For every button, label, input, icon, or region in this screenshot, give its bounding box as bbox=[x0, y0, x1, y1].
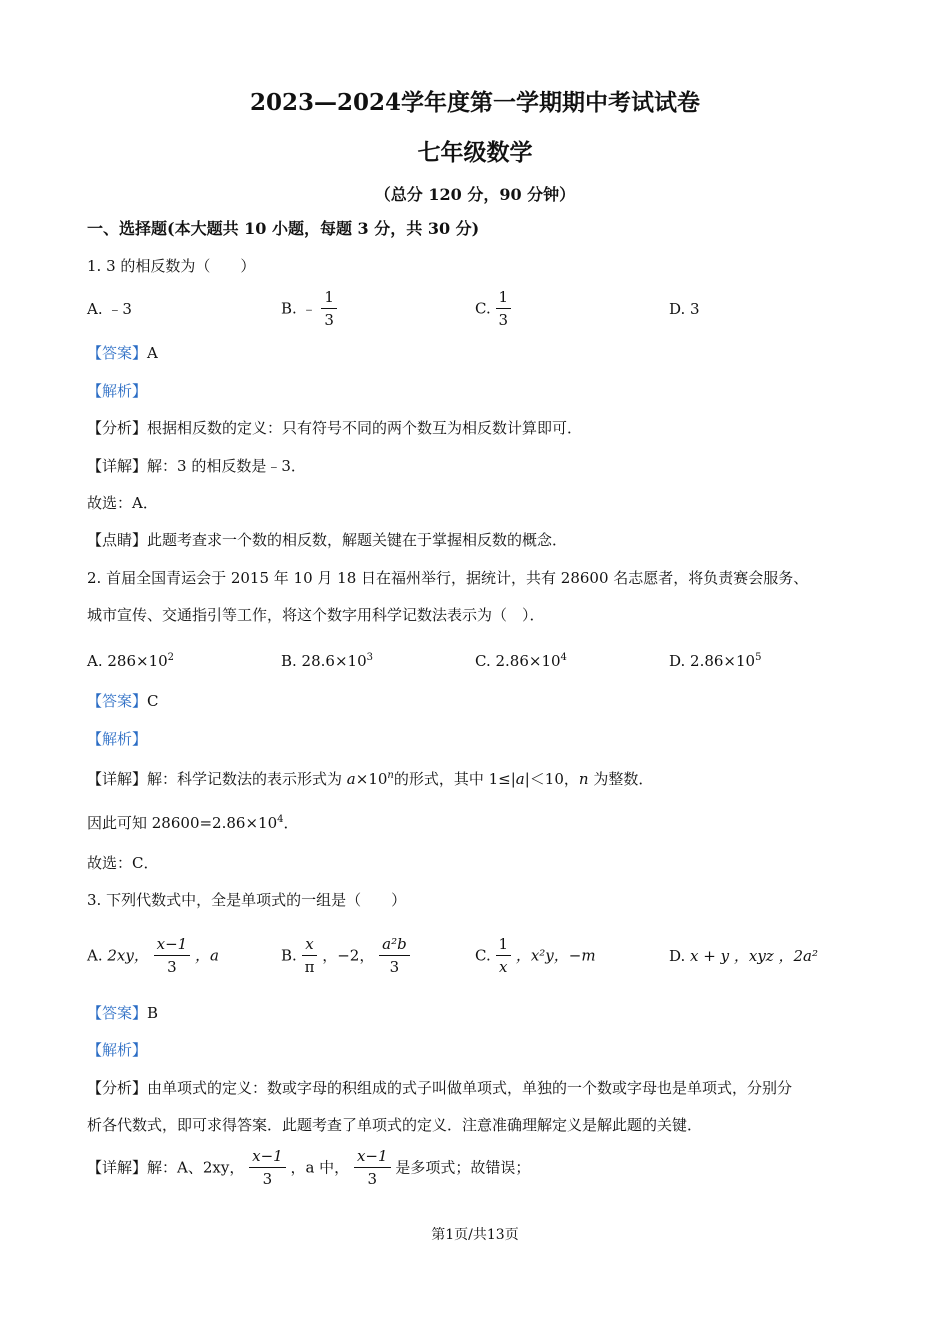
fraction-numerator: a²b bbox=[379, 933, 410, 956]
q2-answer-line bbox=[87, 691, 159, 711]
q2-stem-line1: 2. 首届全国青运会于 2015 年 10 月 18 日在福州举行，据统计，共有 28600 名志愿者，将负责赛会服务、 bbox=[87, 569, 809, 587]
fraction-denominator: 3 bbox=[324, 311, 334, 329]
q3-option-b-term: ，−2， bbox=[322, 946, 375, 965]
q2-option-d-exponent: 5 bbox=[755, 652, 762, 663]
q3-option-c bbox=[475, 933, 596, 978]
detail-tag: 【详解】 bbox=[87, 770, 148, 788]
q2-option-a-text: A. 286×10 bbox=[87, 652, 168, 670]
q3-analysis-tag bbox=[87, 1040, 147, 1060]
q2-option-d bbox=[669, 648, 761, 671]
q2-detail-var-n: n bbox=[387, 770, 394, 781]
q3-option-a-term: ，a bbox=[195, 946, 219, 965]
q3-option-a-term: 2xy， bbox=[107, 946, 149, 965]
note-tag: 【点睛】 bbox=[87, 531, 148, 549]
analysis-tag: 【解析】 bbox=[87, 1041, 148, 1059]
q3-detail-fraction2 bbox=[354, 1145, 391, 1190]
q2-option-a-exponent: 2 bbox=[167, 652, 175, 663]
q3-detail-text: 是多项式；故错误； bbox=[395, 1158, 531, 1177]
q2-option-c-exponent: 4 bbox=[560, 652, 567, 663]
answer-tag: 【答案】 bbox=[87, 692, 148, 710]
q2-detail-line2 bbox=[87, 810, 299, 833]
q3-option-c-fraction bbox=[496, 933, 512, 978]
fraction-numerator: 1 bbox=[496, 933, 512, 956]
q1-option-b bbox=[281, 286, 337, 331]
q1-fenxi: 根据相反数的定义：只有符号不同的两个数互为相反数计算即可． bbox=[147, 419, 583, 437]
analysis-tag: 【解析】 bbox=[87, 382, 148, 400]
q3-fenxi: 由单项式的定义：数或字母的积组成的式子叫做单项式，单独的一个数或字母也是单项式，分别分 bbox=[147, 1079, 793, 1097]
fraction-numerator: 1 bbox=[496, 286, 512, 309]
fenxi-tag: 【分析】 bbox=[87, 419, 148, 437]
q3-option-d bbox=[669, 946, 818, 966]
q3-answer-line bbox=[87, 1003, 158, 1023]
q1-option-d: D. 3 bbox=[669, 300, 700, 318]
q2-detail-text: 因此可知 28600=2.86×10 bbox=[87, 814, 278, 832]
q2-analysis-tag bbox=[87, 729, 147, 749]
fraction-numerator: x−1 bbox=[154, 933, 191, 956]
q1-option-a: A. ﹣3 bbox=[87, 300, 132, 318]
q3-option-d-label: D. bbox=[669, 947, 686, 965]
q2-detail-exponent: 4 bbox=[277, 814, 284, 825]
q3-option-a-label: A. bbox=[87, 946, 103, 965]
q1-option-c-label: C. bbox=[475, 299, 491, 318]
q2-detail-var-a: a bbox=[515, 770, 525, 788]
fraction-numerator: 1 bbox=[321, 286, 337, 309]
q1-option-b-fraction bbox=[321, 286, 337, 331]
answer-tag: 【答案】 bbox=[87, 1004, 148, 1022]
q3-fenxi-line1 bbox=[87, 1078, 792, 1098]
q1-option-c bbox=[475, 286, 511, 331]
q3-option-b-fraction bbox=[302, 933, 318, 978]
page-footer: 第1页/共13页 bbox=[431, 1227, 519, 1243]
fraction-denominator: x bbox=[499, 958, 508, 976]
q2-detail-var-a: a bbox=[346, 770, 356, 788]
q1-note-line bbox=[87, 530, 567, 550]
q1-option-b-label: B. ﹣ bbox=[281, 299, 317, 318]
fraction-denominator: 3 bbox=[262, 1170, 273, 1188]
fraction-numerator: x bbox=[302, 933, 318, 956]
fraction-denominator: 3 bbox=[389, 958, 400, 976]
q3-option-c-label: C. bbox=[475, 946, 491, 965]
exam-info: （总分 120 分，90 分钟） bbox=[374, 185, 576, 204]
q2-option-b-exponent: 3 bbox=[366, 652, 373, 663]
exam-title: 2023—2024学年度第一学期期中考试试卷 bbox=[249, 89, 701, 116]
section-heading: 一、选择题(本大题共 10 小题，每题 3 分，共 30 分) bbox=[87, 219, 480, 238]
q3-fenxi-line2: 析各代数式，即可求得答案．此题考查了单项式的定义．注意准确理解定义是解此题的关键． bbox=[87, 1116, 703, 1134]
q2-answer: C bbox=[147, 692, 159, 710]
q2-detail-line bbox=[87, 766, 653, 789]
q2-detail-var-n: n bbox=[578, 770, 589, 788]
q2-detail-text: 的形式，其中 1≤| bbox=[393, 770, 516, 788]
q3-option-b bbox=[281, 933, 410, 978]
fraction-denominator: 3 bbox=[367, 1170, 378, 1188]
q2-stem-line2: 城市宣传、交通指引等工作，将这个数字用科学记数法表示为（ ）． bbox=[87, 606, 545, 624]
analysis-tag: 【解析】 bbox=[87, 730, 148, 748]
q1-option-c-fraction bbox=[496, 286, 512, 331]
fraction-denominator: 3 bbox=[498, 311, 509, 329]
q2-option-a bbox=[87, 648, 174, 671]
fraction-numerator: x−1 bbox=[354, 1145, 391, 1168]
q1-detail: 解：3 的相反数是﹣3． bbox=[147, 457, 306, 475]
q1-note: 此题考查求一个数的相反数，解题关键在于掌握相反数的概念． bbox=[147, 531, 568, 549]
q1-detail-line bbox=[87, 456, 306, 476]
answer-tag: 【答案】 bbox=[87, 344, 148, 362]
q1-fenxi-line bbox=[87, 418, 582, 438]
q3-stem: 3. 下列代数式中，全是单项式的一组是（ ） bbox=[87, 891, 407, 909]
q2-choose: 故选：C． bbox=[87, 854, 159, 872]
q3-option-b-fraction2 bbox=[379, 933, 410, 978]
q1-stem: 1. 3 的相反数为（ ） bbox=[87, 257, 256, 275]
q3-option-a bbox=[87, 933, 219, 978]
q3-detail-text: ，a 中， bbox=[290, 1158, 350, 1177]
q1-choose: 故选：A． bbox=[87, 494, 158, 512]
q2-option-c-text: C. 2.86×10 bbox=[475, 652, 561, 670]
q2-option-b-text: B. 28.6×10 bbox=[281, 652, 367, 670]
q1-answer: A bbox=[147, 344, 158, 362]
q1-analysis-tag bbox=[87, 381, 147, 401]
q3-option-b-label: B. bbox=[281, 946, 297, 965]
q2-detail-text: ． bbox=[283, 814, 299, 832]
q3-detail-line bbox=[87, 1145, 530, 1190]
q2-detail-text: ×10 bbox=[355, 770, 388, 788]
q2-detail-text: 为整数． bbox=[588, 770, 654, 788]
q1-answer-line bbox=[87, 343, 158, 363]
q2-detail-text: |＜10， bbox=[524, 770, 579, 788]
detail-tag: 【详解】 bbox=[87, 457, 148, 475]
q3-option-d-term: x + y ，xyz ，2a² bbox=[690, 947, 818, 965]
q3-answer: B bbox=[147, 1004, 159, 1022]
q2-option-c bbox=[475, 648, 567, 671]
fraction-denominator: 3 bbox=[167, 958, 177, 976]
q2-option-d-text: D. 2.86×10 bbox=[669, 652, 756, 670]
fraction-numerator: x−1 bbox=[249, 1145, 286, 1168]
q3-option-c-term: ，x²y，−m bbox=[515, 946, 596, 965]
fraction-denominator: π bbox=[304, 958, 315, 976]
q3-detail-text: 解：A、2xy， bbox=[147, 1158, 245, 1177]
fenxi-tag: 【分析】 bbox=[87, 1079, 148, 1097]
detail-tag: 【详解】 bbox=[87, 1158, 148, 1177]
q3-option-a-fraction bbox=[154, 933, 191, 978]
q3-detail-fraction bbox=[249, 1145, 286, 1190]
q2-detail-text: 解：科学记数法的表示形式为 bbox=[147, 770, 347, 788]
exam-subject: 七年级数学 bbox=[417, 139, 533, 166]
q2-option-b bbox=[281, 648, 373, 671]
